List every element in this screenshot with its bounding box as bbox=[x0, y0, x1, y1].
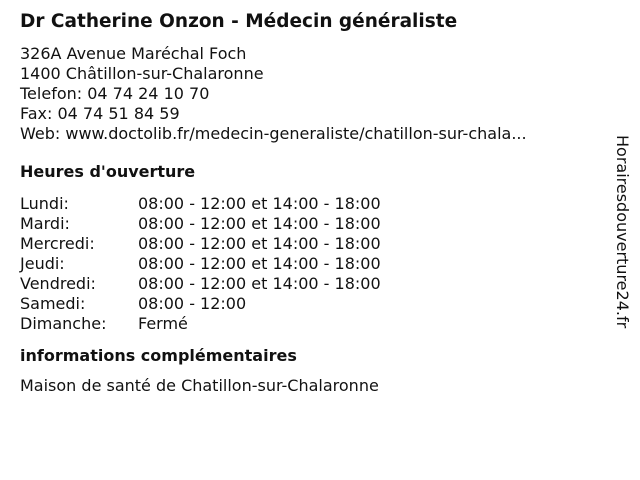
contact-block bbox=[20, 44, 590, 144]
page-title: Dr Catherine Onzon - Médecin généraliste bbox=[20, 11, 458, 32]
time-range: 08:00 - 12:00 et 14:00 - 18:00 bbox=[138, 234, 381, 253]
hours-row-sunday bbox=[20, 314, 590, 334]
day-label: Mercredi: bbox=[20, 234, 95, 253]
time-range: 08:00 - 12:00 bbox=[138, 294, 247, 313]
city-address: 1400 Châtillon-sur-Chalaronne bbox=[20, 64, 264, 83]
hours-row-thursday bbox=[20, 254, 590, 274]
hours-row-saturday bbox=[20, 294, 590, 314]
hours-row-monday bbox=[20, 194, 590, 214]
phone-number: Telefon: 04 74 24 10 70 bbox=[20, 84, 210, 103]
time-range: 08:00 - 12:00 et 14:00 - 18:00 bbox=[138, 254, 381, 273]
day-label: Vendredi: bbox=[20, 274, 96, 293]
hours-row-tuesday bbox=[20, 214, 590, 234]
day-label: Jeudi: bbox=[20, 254, 65, 273]
fax-number: Fax: 04 74 51 84 59 bbox=[20, 104, 180, 123]
day-label: Dimanche: bbox=[20, 314, 107, 333]
website-link[interactable]: Web: www.doctolib.fr/medecin-generaliste/chatillon-sur-chala... bbox=[20, 124, 527, 143]
brand-text: Horairesdouverture24.fr bbox=[613, 135, 632, 329]
street-address: 326A Avenue Maréchal Foch bbox=[20, 44, 247, 63]
time-range: 08:00 - 12:00 et 14:00 - 18:00 bbox=[138, 214, 381, 233]
day-label: Lundi: bbox=[20, 194, 69, 213]
opening-hours-heading: Heures d'ouverture bbox=[20, 162, 196, 181]
day-label: Mardi: bbox=[20, 214, 70, 233]
hours-row-wednesday bbox=[20, 234, 590, 254]
additional-info-text: Maison de santé de Chatillon-sur-Chalaronne bbox=[20, 376, 379, 395]
day-label: Samedi: bbox=[20, 294, 86, 313]
time-range: Fermé bbox=[138, 314, 188, 333]
additional-info-heading: informations complémentaires bbox=[20, 346, 297, 365]
hours-row-friday bbox=[20, 274, 590, 294]
time-range: 08:00 - 12:00 et 14:00 - 18:00 bbox=[138, 274, 381, 293]
brand-watermark bbox=[612, 135, 632, 375]
time-range: 08:00 - 12:00 et 14:00 - 18:00 bbox=[138, 194, 381, 213]
business-listing bbox=[20, 10, 590, 396]
opening-hours-list bbox=[20, 194, 590, 334]
